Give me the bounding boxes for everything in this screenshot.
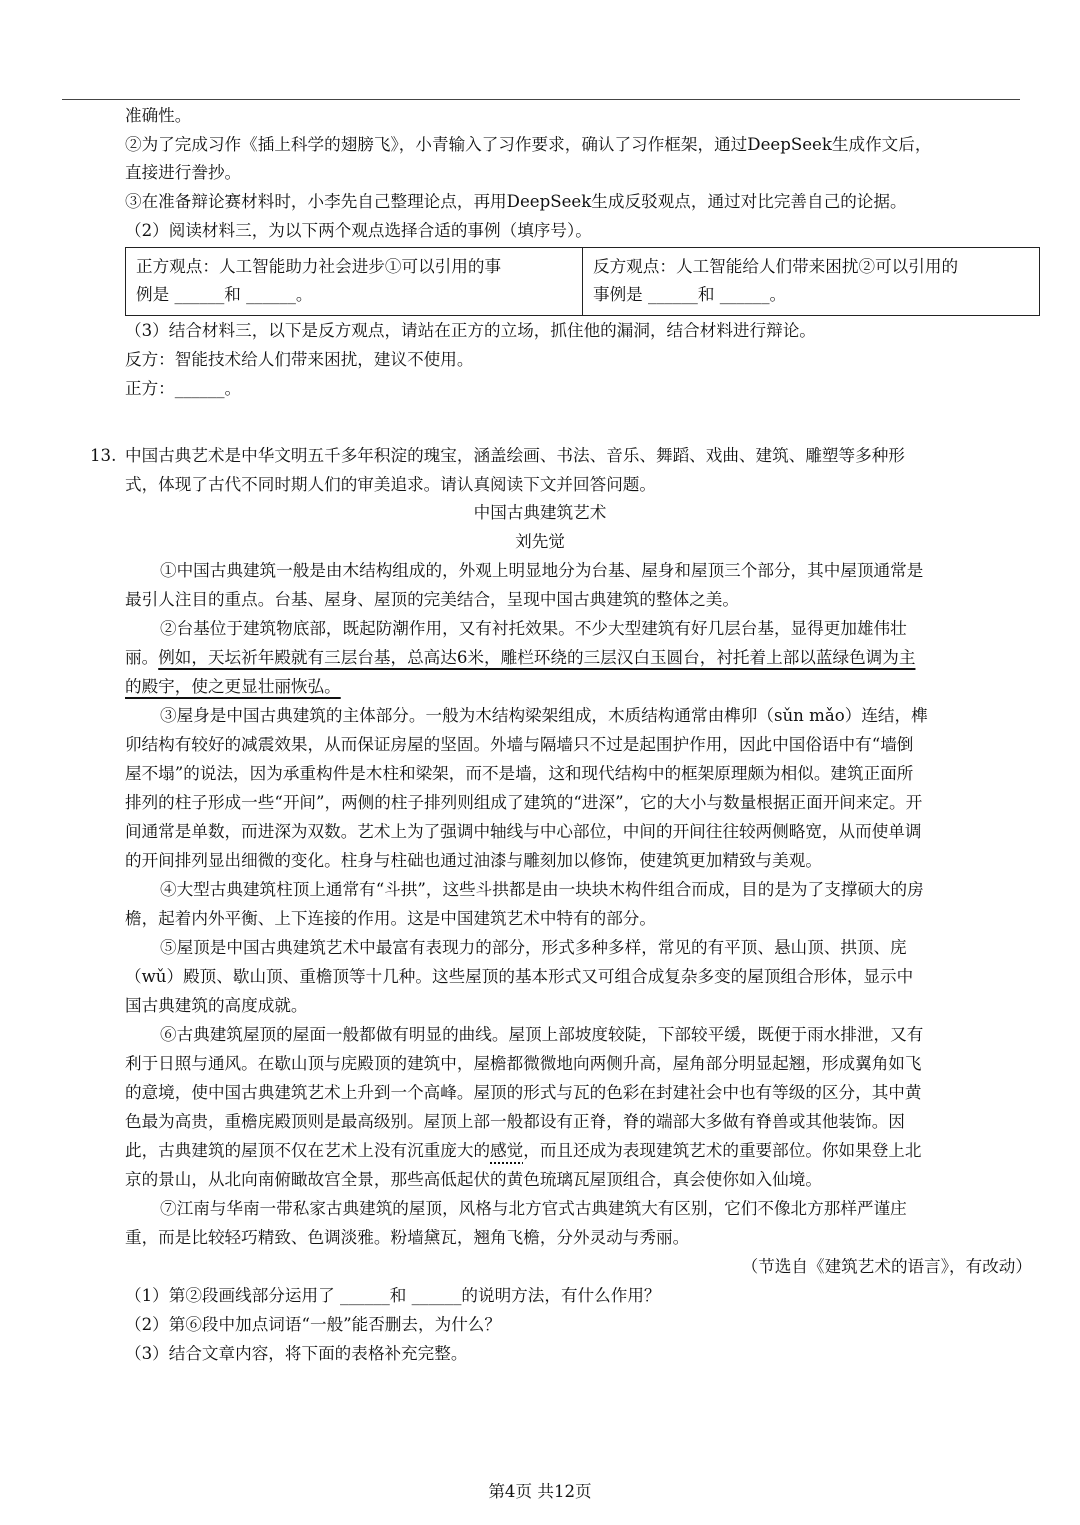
pro-answer-line: 正方：______。 [125,379,242,398]
page-number: 第4页 共12页 [488,1482,592,1501]
paragraph-3-line: 的开间排列显出细微的变化。柱身与柱础也通过油漆与雕刻加以修饰，使建筑更加精致与美观。 [125,851,822,870]
viewpoint-table [125,247,1040,316]
paragraph-2-line: ②台基位于建筑物底部，既起防潮作用，又有衬托效果。不少大型建筑有好几层台基，显得更加雄伟壮 [160,619,907,638]
p2-lead-text: 丽。 [125,648,159,667]
paragraph-5-line: ⑤屋顶是中国古典建筑艺术中最富有表现力的部分，形式多种多样，常见的有平顶、悬山顶、拱顶、庑 [160,938,907,957]
text-line: 直接进行誊抄。 [125,163,242,182]
paragraph-6-line: 利于日照与通风。在歇山顶与庑殿顶的建筑中，屋檐都微微地向两侧升高，屋角部分明显起翘，形成翼角如飞 [125,1054,922,1073]
paragraph-3-line: 排列的柱子形成一些“开间”，两侧的柱子排列则组成了建筑的“进深”，它的大小与数量根据正面开间来定。开 [125,793,923,812]
pro-viewpoint-cell [126,248,583,316]
paragraph-5-line: （wǔ）殿顶、歇山顶、重檐顶等十几种。这些屋顶的基本形式又可组合成复杂多变的屋顶组合形体，显示中 [125,967,914,986]
paragraph-2-line [125,674,341,700]
source-note: （节选自《建筑艺术的语言》，有改动） [741,1257,1032,1276]
paragraph-6-line: ⑥古典建筑屋顶的屋面一般都做有明显的曲线。屋顶上部坡度较陡，下部较平缓，既便于雨水排泄，又有 [160,1025,924,1044]
paragraph-7-line: ⑦江南与华南一带私家古典建筑的屋顶，风格与北方官式古典建筑大有区别，它们不像北方那样严谨庄 [160,1199,907,1218]
text-line: 准确性。 [125,106,192,125]
underlined-passage: 例如，天坛祈年殿就有三层台基，总高达6米，雕栏环绕的三层汉白玉圆台，衬托着上部以蓝绿色调为主 [158,648,916,667]
sub-question-1: （1）第②段画线部分运用了 ______和 ______的说明方法，有什么作用？ [125,1286,661,1305]
paragraph-1-line: 最引人注目的重点。台基、屋身、屋顶的完美结合，呈现中国古典建筑的整体之美。 [125,590,739,609]
question-3: （3）结合材料三，以下是反方观点，请站在正方的立场，抓住他的漏洞，结合材料进行辩论。 [125,321,816,340]
header-rule [62,99,1020,100]
paragraph-5-line: 国古典建筑的高度成就。 [125,996,308,1015]
paragraph-4-line: ④大型古典建筑柱顶上通常有“斗拱”，这些斗拱都是由一块块木构件组合而成，目的是为了支撑硕大的房 [160,880,924,899]
intro-line: 中国古典艺术是中华文明五千多年积淀的瑰宝，涵盖绘画、书法、音乐、舞蹈、戏曲、建筑、雕塑等多种形 [125,446,905,465]
con-viewpoint-line: 反方观点：人工智能给人们带来困扰②可以引用的 [593,257,959,276]
article-author: 刘先觉 [515,532,565,551]
pro-viewpoint-line: 例是 ______和 ______。 [136,285,313,304]
question-number: 13. [90,446,117,465]
p6-text: 此，古典建筑的屋顶不仅在艺术上没有沉重庞大的 [125,1141,491,1160]
paragraph-7-line: 重，而是比较轻巧精致、色调淡雅。粉墙黛瓦，翘角飞檐，分外灵动与秀丽。 [125,1228,690,1247]
paragraph-3-line: 间通常是单数，而进深为双数。艺术上为了强调中轴线与中心部位，中间的开间往往较两侧略宽，从而使单调 [125,822,922,841]
con-statement: 反方：智能技术给人们带来困扰，建议不使用。 [125,350,474,369]
con-viewpoint-cell [583,248,1040,316]
paragraph-3-line: ③屋身是中国古典建筑的主体部分。一般为木结构梁架组成，木质结构通常由榫卯（sǔn mǎo）连结，榫 [160,706,928,725]
text-line: ②为了完成习作《插上科学的翅膀飞》，小青输入了习作要求，确认了习作框架，通过DeepSeek生成作文后， [125,135,932,154]
paragraph-4-line: 檐，起着内外平衡、上下连接的作用。这是中国建筑艺术中特有的部分。 [125,909,656,928]
con-viewpoint-line: 事例是 ______和 ______。 [593,285,787,304]
paragraph-6-line [125,1138,922,1164]
sub-question-3: （3）结合文章内容，将下面的表格补充完整。 [125,1344,468,1363]
question-2: （2）阅读材料三，为以下两个观点选择合适的事例（填序号）。 [125,221,592,240]
paragraph-6-line: 的意境，使中国古典建筑艺术上升到一个高峰。屋顶的形式与瓦的色彩在封建社会中也有等级的区分，其中黄 [125,1083,922,1102]
dotted-word: 感觉 [490,1141,524,1160]
paragraph-2-line [125,645,915,671]
underlined-passage: 的殿宇，使之更显壮丽恢弘。 [125,677,341,696]
paragraph-6-line: 色最为高贵，重檐庑殿顶则是最高级别。屋顶上部一般都设有正脊，脊的端部大多做有脊兽或其他装饰。因 [125,1112,905,1131]
paragraph-3-line: 卯结构有较好的减震效果，从而保证房屋的坚固。外墙与隔墙只不过是起围护作用，因此中国俗语中有“墙倒 [125,735,914,754]
sub-question-2: （2）第⑥段中加点词语“一般”能否删去，为什么？ [125,1315,501,1334]
paragraph-1-line: ①中国古典建筑一般是由木结构组成的，外观上明显地分为台基、屋身和屋顶三个部分，其中屋顶通常是 [160,561,924,580]
text-line: ③在准备辩论赛材料时，小李先自己整理论点，再用DeepSeek生成反驳观点，通过对比完善自己的论据。 [125,192,907,211]
paragraph-3-line: 屋不塌”的说法，因为承重构件是木柱和梁架，而不是墙，这和现代结构中的框架原理颇为相似。建筑正面所 [125,764,914,783]
p6-text: ，而且还成为表现建筑艺术的重要部位。你如果登上北 [523,1141,922,1160]
paragraph-6-line: 京的景山，从北向南俯瞰故宫全景，那些高低起伏的黄色琉璃瓦屋顶组合，真会使你如入仙境。 [125,1170,822,1189]
article-title: 中国古典建筑艺术 [473,503,607,522]
pro-viewpoint-line: 正方观点：人工智能助力社会进步①可以引用的事 [136,257,502,276]
intro-line: 式，体现了古代不同时期人们的审美追求。请认真阅读下文并回答问题。 [125,475,656,494]
